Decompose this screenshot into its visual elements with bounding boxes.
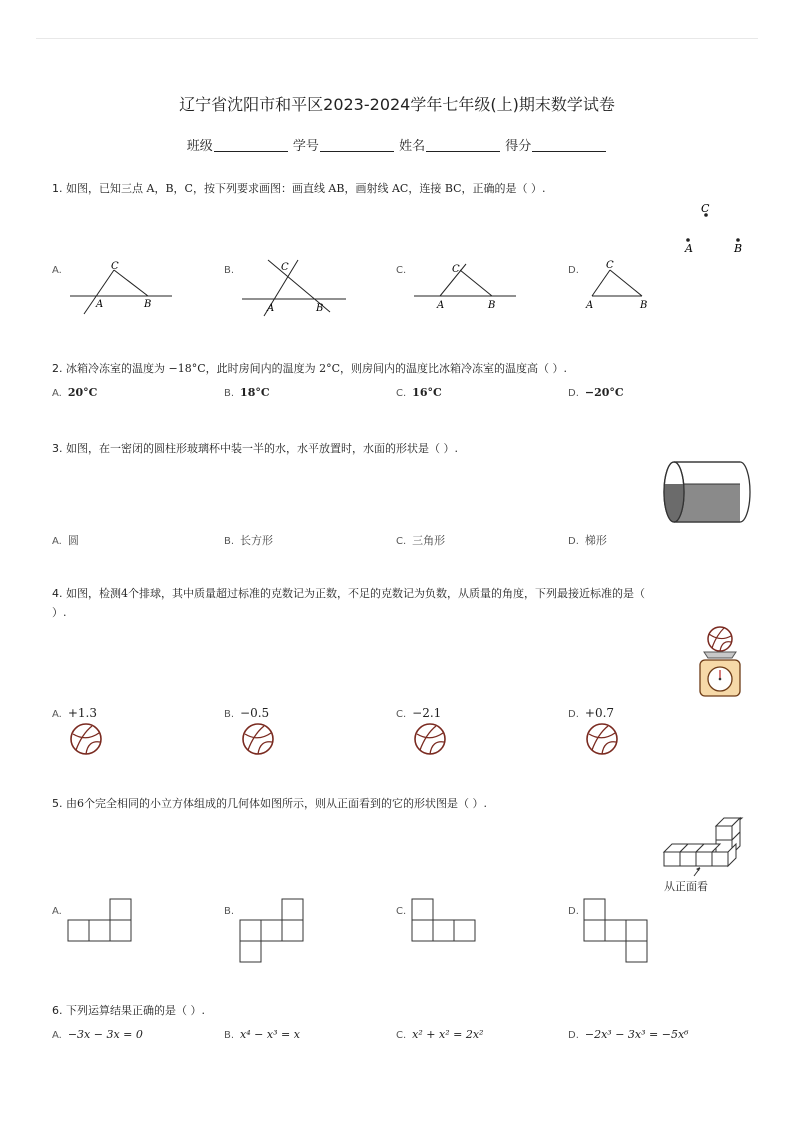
point-c-label: C xyxy=(701,202,710,215)
q2-option-a[interactable]: A. 20°C xyxy=(52,386,98,399)
label-b: B xyxy=(640,300,648,311)
label-b: B xyxy=(316,303,324,314)
q2-option-d[interactable]: D. −20°C xyxy=(568,386,624,399)
segment-ac xyxy=(592,270,610,296)
question-number: 1. xyxy=(52,182,63,195)
q5-option-d[interactable]: D. xyxy=(568,906,579,917)
question-text-continued: ）. xyxy=(52,606,67,619)
class-blank[interactable] xyxy=(214,139,288,152)
q2-option-b[interactable]: B. 18°C xyxy=(224,386,270,399)
front-view-label: 从正面看 xyxy=(664,880,708,893)
label-c: C xyxy=(111,261,119,272)
question-text: 由6个完全相同的小立方体组成的几何体如图所示，则从正面看到的它的形状图是（ ）. xyxy=(66,797,487,810)
question-text: 如图，已知三点 A，B，C，按下列要求画图：画直线 AB，画射线 AC，连接 BC，正确的是（ ）. xyxy=(66,182,546,195)
q6-option-a[interactable]: A. −3x − 3x = 0 xyxy=(52,1028,143,1041)
class-label: 班级 xyxy=(186,139,213,154)
q1-option-d-figure xyxy=(582,258,662,314)
question-3 xyxy=(52,440,458,456)
name-label: 姓名 xyxy=(399,139,426,154)
q1-option-b-figure xyxy=(238,256,350,318)
segment-bc xyxy=(460,270,492,296)
question-6 xyxy=(52,1002,205,1018)
q3-option-a[interactable]: A. 圆 xyxy=(52,534,79,547)
label-a: A xyxy=(586,300,594,311)
question-text: 如图，在一密闭的圆柱形玻璃杯中装一半的水，水平放置时，水面的形状是（ ）. xyxy=(66,442,458,455)
q5-option-b[interactable]: B. xyxy=(224,906,235,917)
question-text: 下列运算结果正确的是（ ）. xyxy=(66,1004,205,1017)
label-a: A xyxy=(437,300,445,311)
question-1 xyxy=(52,180,546,196)
q4-option-d[interactable]: D. +0.7 xyxy=(568,706,615,720)
q6-option-b[interactable]: B. x⁴ − x³ = x xyxy=(224,1028,300,1041)
label-c: C xyxy=(606,260,614,271)
name-blank[interactable] xyxy=(426,139,500,152)
q5-option-c[interactable]: C. xyxy=(396,906,407,917)
q1-option-c[interactable]: C. xyxy=(396,265,407,276)
q5-cubes-figure xyxy=(660,814,750,880)
q1-option-a[interactable]: A. xyxy=(52,265,62,276)
q1-option-b[interactable]: B. xyxy=(224,265,235,276)
q4-option-c[interactable]: C. −2.1 xyxy=(396,706,442,720)
score-label: 得分 xyxy=(505,139,532,154)
volleyball-icon xyxy=(240,722,276,756)
segment-bc xyxy=(114,270,148,296)
label-b: B xyxy=(144,299,152,310)
header-rule xyxy=(36,38,758,39)
question-4-cont xyxy=(52,604,67,620)
point-a-label: A xyxy=(685,242,693,255)
volleyball-icon xyxy=(584,722,620,756)
q1-points-figure xyxy=(672,200,752,260)
question-number: 5. xyxy=(52,797,63,810)
volleyball-icon xyxy=(412,722,448,756)
q4-option-b[interactable]: B. −0.5 xyxy=(224,706,270,720)
label-c: C xyxy=(281,262,289,273)
question-4 xyxy=(52,585,645,601)
question-2 xyxy=(52,360,567,376)
q1-option-d[interactable]: D. xyxy=(568,265,579,276)
label-a: A xyxy=(267,303,275,314)
label-c: C xyxy=(452,264,460,275)
label-b: B xyxy=(488,300,496,311)
segment-bc xyxy=(610,270,642,296)
q1-option-c-figure xyxy=(410,258,520,314)
id-label: 学号 xyxy=(292,139,319,154)
q3-cylinder-figure xyxy=(660,458,752,528)
question-5 xyxy=(52,795,487,811)
id-blank[interactable] xyxy=(320,139,394,152)
score-blank[interactable] xyxy=(532,139,606,152)
q5-option-d-figure xyxy=(582,898,652,966)
question-number: 2. xyxy=(52,362,63,375)
q5-option-c-figure xyxy=(410,898,480,944)
volleyball-icon xyxy=(68,722,104,756)
q4-option-a[interactable]: A. +1.3 xyxy=(52,706,97,720)
q5-option-a-figure xyxy=(66,898,136,944)
q3-option-b[interactable]: B. 长方形 xyxy=(224,534,274,547)
q3-option-d[interactable]: D. 梯形 xyxy=(568,534,607,547)
question-number: 3. xyxy=(52,442,63,455)
q4-scale-figure xyxy=(694,624,746,700)
question-number: 6. xyxy=(52,1004,63,1017)
q5-option-b-figure xyxy=(238,898,308,966)
page-title: 辽宁省沈阳市和平区2023-2024学年七年级(上)期末数学试卷 xyxy=(179,95,615,114)
q3-option-c[interactable]: C. 三角形 xyxy=(396,534,446,547)
question-text: 如图，检测4个排球，其中质量超过标准的克数记为正数，不足的克数记为负数，从质量的角度，下列最接近标准的是（ xyxy=(66,587,645,600)
q6-option-d[interactable]: D. −2x³ − 3x³ = −5x⁶ xyxy=(568,1028,689,1041)
label-a: A xyxy=(96,299,104,310)
question-number: 4. xyxy=(52,587,63,600)
point-b-label: B xyxy=(734,242,743,255)
q2-option-c[interactable]: C. 16°C xyxy=(396,386,442,399)
q5-option-a[interactable]: A. xyxy=(52,906,62,917)
question-text: 冰箱冷冻室的温度为 −18°C，此时房间内的温度为 2°C，则房间内的温度比冰箱冷冻室的温度高（ ）. xyxy=(66,362,568,375)
student-info-line xyxy=(0,135,794,154)
q6-option-c[interactable]: C. x² + x² = 2x² xyxy=(396,1028,484,1041)
q1-option-a-figure xyxy=(66,258,176,318)
